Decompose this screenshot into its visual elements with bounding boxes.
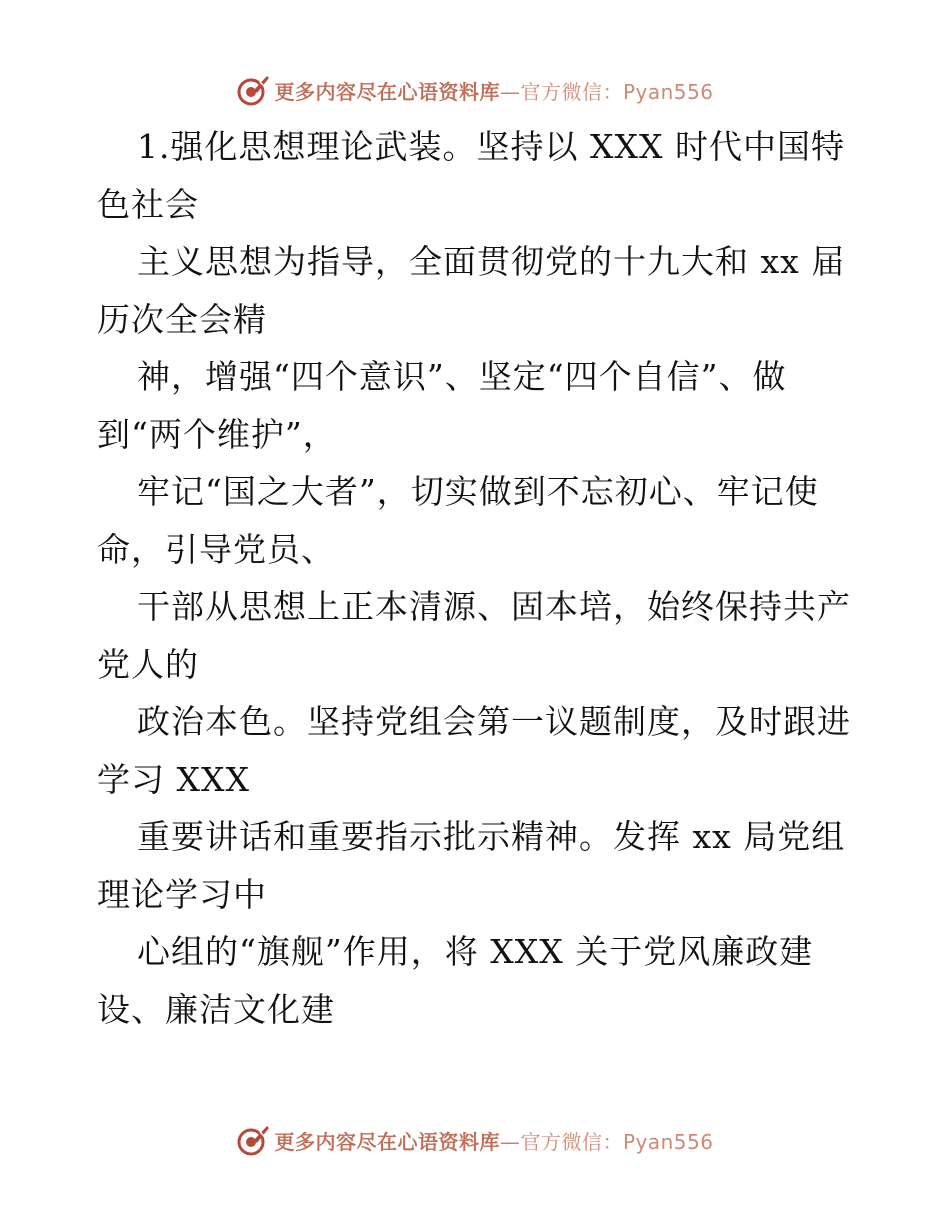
document-body [97, 118, 857, 1038]
footer-watermark-dash: — [499, 1129, 521, 1154]
body-line: 党人的 [97, 644, 199, 684]
body-line: 到“两个维护”， [97, 414, 337, 454]
body-line: 历次全会精 [97, 299, 267, 339]
body-line: 神，增强“四个意识”、坚定“四个自信”、做 [137, 357, 787, 396]
body-line: 干部从思想上正本清源、固本培，始终保持共产 [137, 587, 851, 626]
body-line: 心组的“旗舰”作用，将 XXX 关于党风廉政建 [137, 932, 814, 971]
body-line: 牢记“国之大者”，切实做到不忘初心、牢记使 [137, 472, 819, 511]
body-line: 重要讲话和重要指示批示精神。发挥 xx 局党组 [137, 817, 846, 856]
header-watermark-text [274, 76, 713, 105]
footer-watermark-text [274, 1126, 713, 1155]
body-line: 理论学习中 [97, 874, 267, 914]
footer-watermark-suffix: 官方微信：Pyan556 [520, 1129, 714, 1154]
header-watermark-prefix: 更多内容尽在心语资料库 [274, 79, 500, 104]
body-line: 学习 XXX [97, 759, 250, 799]
body-line: 1.强化思想理论武装。坚持以 XXX 时代中国特 [137, 127, 845, 166]
body-line: 设、廉洁文化建 [97, 989, 335, 1029]
body-line: 主义思想为指导，全面贯彻党的十九大和 xx 届 [137, 242, 846, 281]
body-line: 色社会 [97, 184, 199, 224]
header-watermark [0, 70, 950, 110]
quill-logo-icon [236, 73, 270, 107]
quill-logo-icon [236, 1123, 270, 1157]
body-line: 命，引导党员、 [97, 529, 335, 569]
footer-watermark [0, 1120, 950, 1160]
footer-watermark-prefix: 更多内容尽在心语资料库 [274, 1129, 500, 1154]
header-watermark-dash: — [499, 79, 521, 104]
body-line: 政治本色。坚持党组会第一议题制度，及时跟进 [137, 702, 851, 741]
header-watermark-suffix: 官方微信：Pyan556 [520, 79, 714, 104]
